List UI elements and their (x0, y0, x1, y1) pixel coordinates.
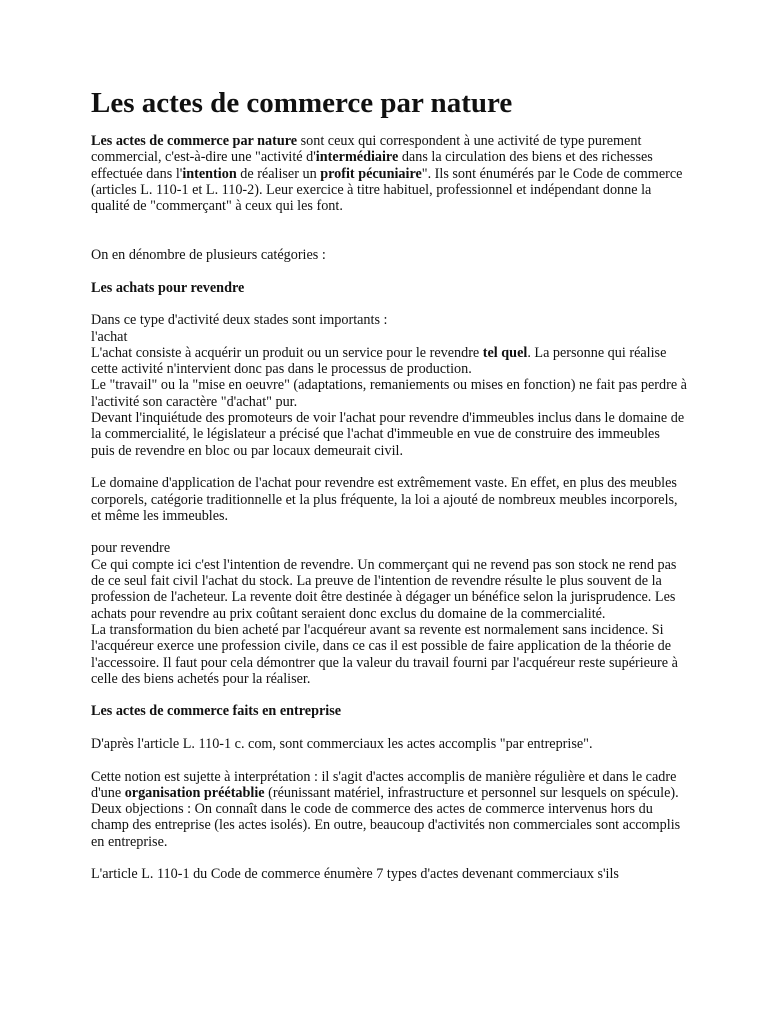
page-title: Les actes de commerce par nature (91, 87, 513, 119)
revendre-line-intention: Ce qui compte ici c'est l'intention de revendre. Un commerçant qui ne revend pas son stock ne rend pas de ce seul fait civil l'achat du stock. La preuve de l'intention de revendre résulte le plus souvent de la profession de l'acheteur. La revente doit être destinée à dégager un bénéfice selon la jurisprudence. Les achats pour revendre au prix coûtant seraient donc exclus du domaine de la commercialité. (91, 556, 677, 622)
entreprise-paragraph-1: D'après l'article L. 110-1 c. com, sont commerciaux les actes accomplis "par entreprise". (91, 735, 593, 752)
achat-definition-bold: tel quel (482, 344, 528, 361)
heading-achats-pour-revendre: Les achats pour revendre (91, 279, 245, 296)
revendre-line-label: pour revendre (91, 540, 171, 557)
entreprise-p2-text-1: Cette notion est sujette à interprétation : il s'agit d'actes accomplis de manière régulière et dans le cadre d'une (91, 768, 677, 801)
revendre-line-transformation: La transformation du bien acheté par l'acquéreur avant sa revente est normalement sans incidence. Si l'acquéreur exerce une profession civile, dans ce cas il est possible de faire application de la théorie de l'accessoire. Il faut pour cela démontrer que la valeur du travail fourni par l'acquéreur reste supérieure à celle des biens achetés pour la réaliser. (91, 621, 678, 687)
document-page (91, 86, 687, 899)
achat-line-definition (91, 345, 687, 378)
revendre-block (91, 540, 687, 687)
achat-definition-text-1: L'achat consiste à acquérir un produit ou un service pour le revendre (91, 344, 483, 361)
entreprise-paragraph-2 (91, 769, 687, 850)
achat-line-stades: Dans ce type d'activité deux stades sont importants : (91, 312, 388, 329)
achat-definition-text-2: . La personne qui réalise cette activité n'intervient donc pas dans le processus de production. (91, 344, 667, 378)
intro-text-3: de réaliser un (236, 165, 321, 182)
entreprise-paragraph-3: L'article L. 110-1 du Code de commerce énumère 7 types d'actes devenant commerciaux s'ils (91, 866, 619, 883)
intro-bold-profit: profit pécuniaire (320, 165, 422, 182)
entreprise-p2-text-2: (réunissant matériel, infrastructure et personnel sur lesquels on spécule). Deux objections : On connaît dans le code de commerce des actes de commerce intervenus hors du champ des entreprise (les actes isolés). En outre, beaucoup d'activités non commerciales sont accomplis en entreprise. (91, 784, 681, 850)
intro-paragraph (91, 133, 687, 214)
achat-line-label: l'achat (91, 328, 128, 345)
heading-actes-entreprise: Les actes de commerce faits en entreprise (91, 703, 342, 720)
intro-bold-term: Les actes de commerce par nature (91, 133, 298, 149)
achat-line-travail: Le "travail" ou la "mise en oeuvre" (adaptations, remaniements ou mises en fonction) ne fait pas perdre à l'activité son caractère "d'achat" pur. (91, 377, 687, 410)
intro-text-2: dans la circulation des biens et des richesses effectuée dans l' (91, 149, 653, 182)
intro-text-4: ". Ils sont énumérés par le Code de commerce (articles L. 110-1 et L. 110-2). Leur exercice à titre habituel, professionnel et indépendant donne la qualité de "commerçant" à ceux qui les font. (91, 165, 683, 215)
domaine-paragraph: Le domaine d'application de l'achat pour revendre est extrêmement vaste. En effet, en plus des meubles corporels, catégorie traditionnelle et la plus fréquente, la loi a ajouté de nombreux meubles incorporels, et même les immeubles. (91, 475, 678, 524)
categories-intro: On en dénombre de plusieurs catégories : (91, 247, 326, 264)
intro-text-1: sont ceux qui correspondent à une activité de type purement commercial, c'est-à-dire une "activité d' (91, 133, 642, 166)
achat-line-immeubles: Devant l'inquiétude des promoteurs de voir l'achat pour revendre d'immeubles inclus dans le domaine de la commercialité, le législateur a précisé que l'achat d'immeuble en vue de construire des immeubles puis de revendre en bloc ou par locaux demeurait civil. (91, 410, 685, 459)
intro-bold-intermediaire: intermédiaire (315, 149, 399, 166)
achat-block (91, 312, 687, 459)
entreprise-p2-bold: organisation préétablie (124, 784, 265, 801)
intro-bold-intention: intention (182, 165, 237, 182)
